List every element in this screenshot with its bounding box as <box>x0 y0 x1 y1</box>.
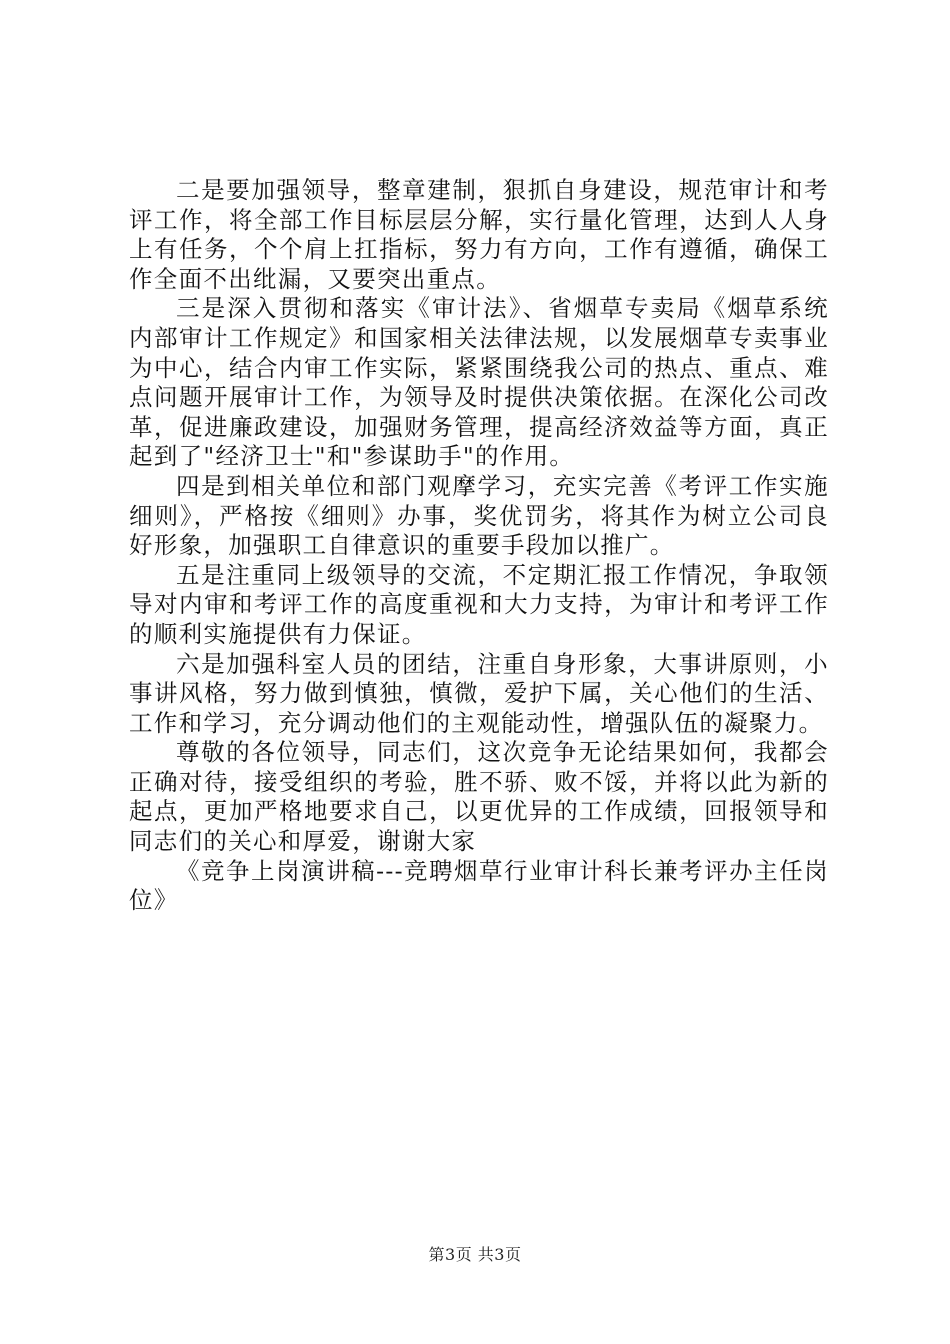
paragraph-implement-audit-law: 三是深入贯彻和落实《审计法》、省烟草专卖局《烟草系统内部审计工作规定》和国家相关法律法规，以发展烟草专卖事业为中心，结合内审工作实际，紧紧围绕我公司的热点、重点、难点问题开展审计工作，为领导及时提供决策依据。在深化公司改革，促进廉政建设，加强财务管理，提高经济效益等方面，真正起到了"经济卫士"和"参谋助手"的作用。 <box>129 294 829 471</box>
document-body <box>129 176 829 916</box>
paragraph-document-title: 《竞争上岗演讲稿---竞聘烟草行业审计科长兼考评办主任岗位》 <box>129 856 829 915</box>
paragraph-strengthen-leadership: 二是要加强领导，整章建制，狠抓自身建设，规范审计和考评工作，将全部工作目标层层分解，实行量化管理，达到人人身上有任务，个个肩上扛指标，努力有方向，工作有遵循，确保工作全面不出纰漏，又要突出重点。 <box>129 176 829 293</box>
paragraph-observe-and-learn: 四是到相关单位和部门观摩学习，充实完善《考评工作实施细则》，严格按《细则》办事，奖优罚劣，将其作为树立公司良好形象，加强职工自律意识的重要手段加以推广。 <box>129 471 829 560</box>
paragraph-team-unity: 六是加强科室人员的团结，注重自身形象，大事讲原则，小事讲风格，努力做到慎独，慎微，爱护下属，关心他们的生活、工作和学习，充分调动他们的主观能动性，增强队伍的凝聚力。 <box>129 649 829 737</box>
paragraph-communicate-with-leaders: 五是注重同上级领导的交流，不定期汇报工作情况，争取领导对内审和考评工作的高度重视和大力支持，为审计和考评工作的顺利实施提供有力保证。 <box>129 560 829 648</box>
paragraph-closing-remarks: 尊敬的各位领导，同志们，这次竞争无论结果如何，我都会正确对待，接受组织的考验，胜不骄、败不馁，并将以此为新的起点，更加严格地要求自己，以更优异的工作成绩，回报领导和同志们的关心和厚爱，谢谢大家 <box>129 738 829 856</box>
page-number-footer: 第3页 共3页 <box>428 1245 522 1264</box>
